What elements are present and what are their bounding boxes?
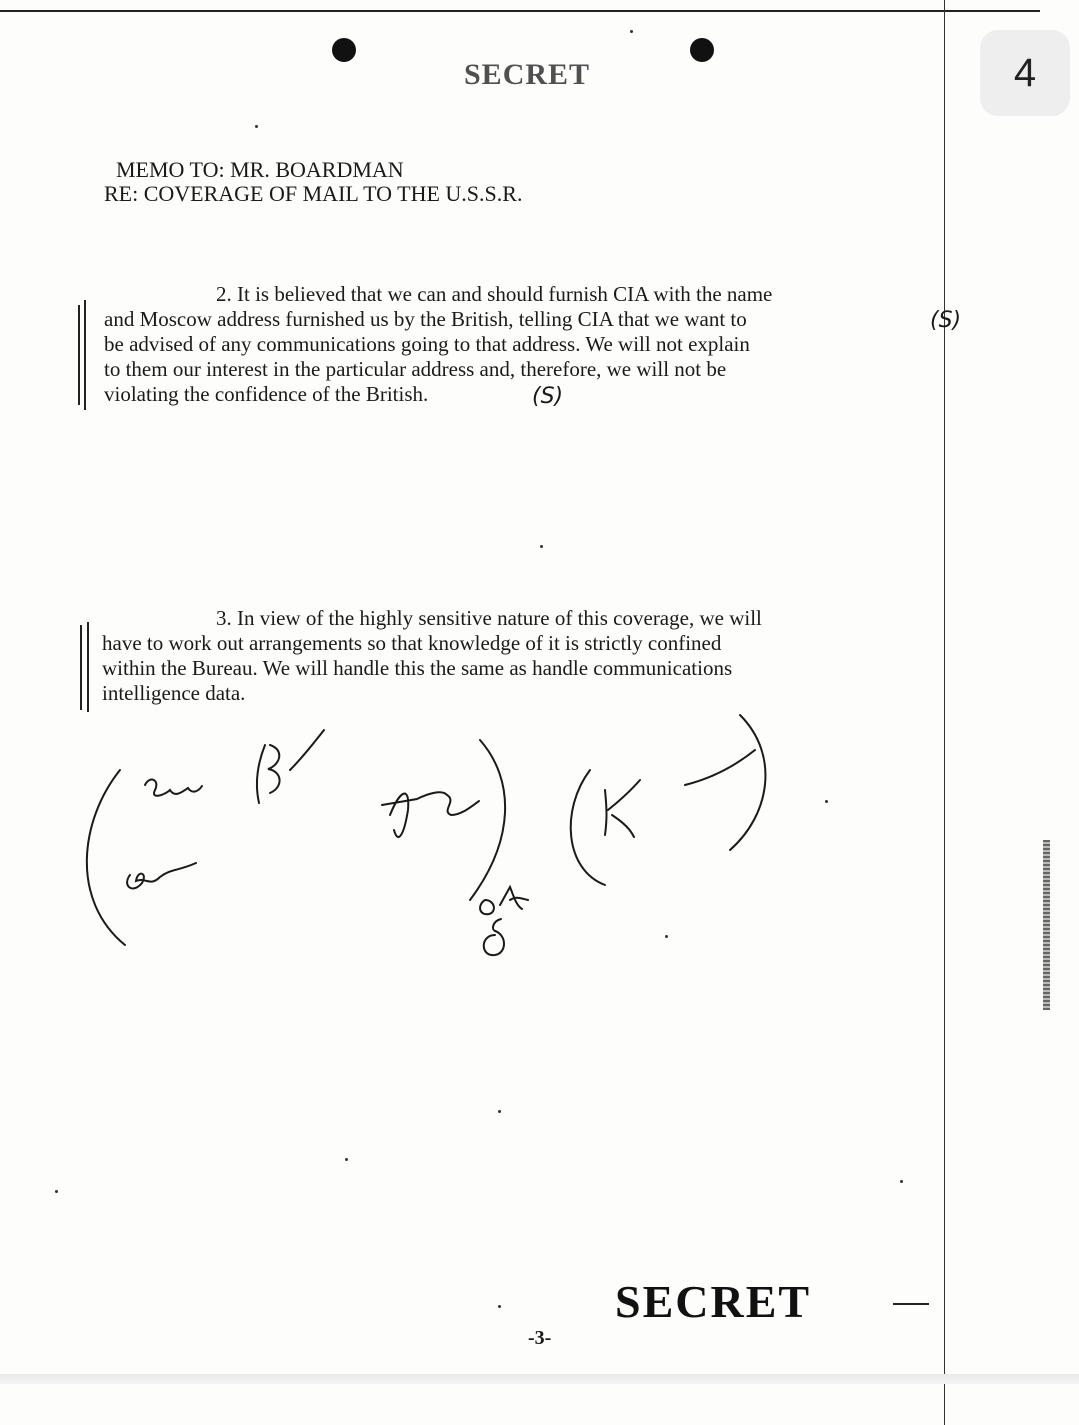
scan-speck	[540, 545, 543, 548]
scan-speck	[498, 1110, 501, 1113]
scan-speck	[255, 125, 258, 128]
scan-speck	[498, 1305, 501, 1308]
memo-to-line: MEMO TO: MR. BOARDMAN	[116, 157, 404, 182]
page-edge-shadow	[1043, 840, 1050, 1010]
paragraph-line: 3. In view of the highly sensitive nature of this coverage, we will	[216, 606, 762, 630]
handwritten-mark-s: (S)	[930, 308, 962, 333]
scan-speck	[55, 1190, 58, 1193]
paragraph-line: violating the confidence of the British.	[104, 382, 429, 406]
paragraph-line: have to work out arrangements so that knowledge of it is strictly confined	[102, 631, 722, 655]
handwritten-scrawl	[257, 745, 280, 803]
scan-speck	[825, 800, 828, 803]
scan-speck	[630, 30, 633, 33]
paragraph-line: and Moscow address furnished us by the British, telling CIA that we want to	[104, 307, 747, 331]
handwritten-scrawl	[382, 792, 479, 837]
paragraph-line: to them our interest in the particular address and, therefore, we will not be	[104, 357, 727, 381]
handwritten-bracket	[470, 740, 505, 900]
handwritten-bracket	[87, 770, 125, 945]
top-rule	[0, 10, 1040, 12]
punch-hole-left	[332, 38, 356, 62]
page-number-badge	[980, 30, 1070, 116]
margin-bar	[80, 625, 82, 710]
paragraph-2	[104, 282, 772, 407]
paragraph-line: within the Bureau. We will handle this the same as handle communications	[102, 656, 733, 680]
handwritten-scrawl	[484, 919, 504, 955]
handwritten-scrawl	[685, 750, 755, 785]
margin-bar	[84, 300, 86, 410]
handwritten-scrawl	[145, 780, 202, 796]
scan-speck	[345, 1158, 348, 1161]
page-footer-number: -3-	[528, 1327, 552, 1349]
margin-bar	[87, 622, 89, 712]
paragraph-line: be advised of any communications going to that address. We will not explain	[104, 332, 750, 356]
handwritten-scrawl	[290, 730, 324, 770]
scan-speck	[665, 935, 668, 938]
punch-hole-right	[690, 38, 714, 62]
handwritten-mark-s: (S)	[532, 384, 564, 409]
handwritten-scrawl	[480, 887, 528, 914]
classification-stamp-bottom: SECRET	[615, 1276, 812, 1327]
paragraph-line: intelligence data.	[102, 681, 246, 705]
page-bottom-band	[0, 1374, 1079, 1384]
handwritten-bracket	[571, 770, 605, 885]
handwritten-bracket	[730, 715, 765, 850]
paragraph-3	[102, 606, 762, 706]
memo-re-line: RE: COVERAGE OF MAIL TO THE U.S.S.R.	[104, 181, 523, 206]
bottom-dash	[893, 1303, 929, 1305]
scan-speck	[900, 1180, 903, 1183]
handwritten-scrawl	[605, 780, 640, 837]
handwritten-scrawl	[127, 863, 196, 888]
handwritten-initials	[60, 700, 820, 1000]
right-margin-rule	[944, 0, 945, 1425]
classification-stamp-top: SECRET	[464, 58, 591, 91]
page-number-badge-label: 4	[1013, 50, 1037, 95]
margin-bar	[78, 305, 80, 405]
paragraph-line: 2. It is believed that we can and should furnish CIA with the name	[216, 282, 773, 306]
